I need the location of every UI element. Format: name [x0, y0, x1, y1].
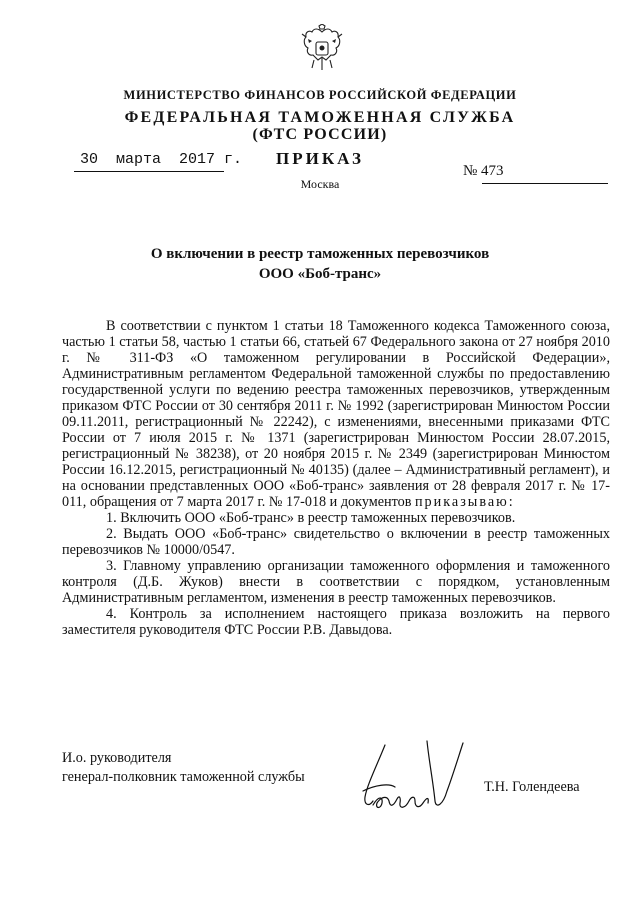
service-name: ФЕДЕРАЛЬНАЯ ТАМОЖЕННАЯ СЛУЖБА — [124, 109, 516, 126]
order-item-2: 2. Выдать ООО «Боб-транс» свидетельство о включении в реестр таможенных перевозчиков № 10000/0547. — [62, 526, 610, 558]
service-abbreviation: (ФТС РОССИИ) — [252, 126, 388, 143]
preamble-paragraph — [62, 318, 610, 510]
order-body — [62, 318, 610, 638]
ministry-name: МИНИСТЕРСТВО ФИНАНСОВ РОССИЙСКОЙ ФЕДЕРАЦИИ — [123, 88, 517, 102]
signer-position-line-1: И.о. руководителя — [62, 750, 172, 766]
city: Москва — [300, 177, 340, 191]
order-item-4: 4. Контроль за исполнением настоящего приказа возложить на первого заместителя руководителя ФТС России Р.В. Давыдова. — [62, 606, 610, 638]
signer-name: Т.Н. Голендеева — [484, 779, 580, 795]
preamble-text: В соответствии с пунктом 1 статьи 18 Таможенного кодекса Таможенного союза, частью 1 статьи 58, частью 1 статьи 66, статьей 67 Федерального закона от 27 ноября 2010 г. № 311-ФЗ «О таможенном регулировании в Российской Федерации», Административным регламентом Федеральной таможенной службы по предоставлению государственной услуги по ведению реестра таможенных перевозчиков, утвержденным приказом ФТС России от 30 сентября 2011 г. № 1992 (зарегистрирован Минюстом России 09.11.2011, регистрационный № 22242), с изменениями, внесенными приказами ФТС России от 7 июля 2015 г. № 1371 (зарегистрирован Минюстом России 28.07.2015, регистрационный № 38238), от 20 ноября 2015 г. № 2349 (зарегистрирован Минюстом России 16.12.2015, регистрационный № 40135) (далее – Административный регламент), и на основании представленных ООО «Боб-транс» заявления от 28 февраля 2017 г. № 17-011, обращения от 7 марта 2017 г. № 17-018 и документов — [62, 318, 610, 510]
order-date: 30 марта 2017 г. — [80, 151, 243, 168]
handwritten-signature — [355, 735, 475, 825]
order-number: № 473 — [463, 163, 504, 179]
order-word: приказываю: — [414, 494, 515, 510]
order-item-1: 1. Включить ООО «Боб-транс» в реестр таможенных перевозчиков. — [106, 510, 516, 526]
signer-position-line-2: генерал-полковник таможенной службы — [62, 769, 305, 785]
state-emblem-icon — [300, 24, 344, 76]
order-item-3: 3. Главному управлению организации таможенного оформления и таможенного контроля (Д.Б. Жуков) внести в соответствии с порядком, установленным Административным регламентом, изменения в реестр таможенных перевозчиков. — [62, 558, 610, 606]
order-title-line-1: О включении в реестр таможенных перевозчиков — [150, 246, 490, 262]
document-type: ПРИКАЗ — [276, 149, 364, 168]
order-title-line-2: ООО «Боб-транс» — [258, 266, 382, 282]
date-underline — [74, 171, 224, 172]
